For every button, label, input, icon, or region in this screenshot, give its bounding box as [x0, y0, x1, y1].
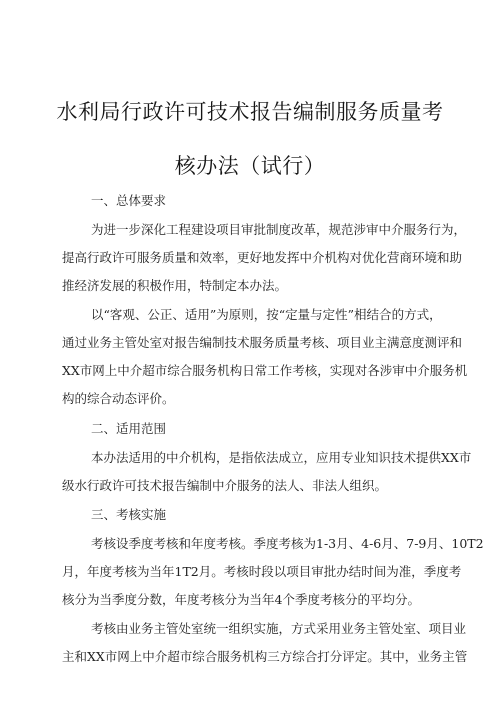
paragraph-line: 构的综合动态评价。	[62, 391, 175, 406]
document-title-line-2: 核办法（试行）	[174, 154, 326, 178]
paragraph-line: XX市网上中介超市综合服务机构日常工作考核，实现对各涉审中介服务机	[62, 363, 468, 378]
paragraph-line: 以“客观、公正、适用”为原则，按“定量与定性”相结合的方式，	[91, 307, 442, 322]
paragraph-line: 级水行政许可技术报告编制中介服务的法人、非法人组织。	[62, 478, 388, 493]
section-heading-3: 三、考核实施	[91, 507, 167, 522]
paragraph-line: 推经济发展的积极作用，特制定本办法。	[62, 278, 288, 293]
paragraph-line: 核分为当季度分数，年度考核分为当年4个季度考核分的平均分。	[62, 592, 420, 607]
paragraph-line: 提高行政许可服务质量和效率，更好地发挥中介机构对优化营商环境和助	[62, 250, 463, 265]
section-heading-2: 二、适用范围	[91, 421, 167, 436]
paragraph-line: 考核设季度考核和年度考核。季度考核为1-3月、4-6月、7-9月、10T2	[91, 536, 484, 551]
paragraph-line: 本办法适用的中介机构，是指依法成立，应用专业知识技术提供XX市	[91, 450, 472, 465]
paragraph-line: 主和XX市网上中介超市综合服务机构三方综合打分评定。其中，业务主管	[62, 649, 468, 664]
section-heading-1: 一、总体要求	[91, 193, 167, 208]
document-title-line-1: 水利局行政许可技术报告编制服务质量考	[56, 100, 444, 124]
paragraph-line: 为进一步深化工程建设项目审批制度改革，规范涉审中介服务行为，	[91, 222, 467, 237]
paragraph-line: 月，年度考核为当年1T2月。考核时段以项目审批办结时间为准，季度考	[62, 564, 462, 579]
paragraph-line: 通过业务主管处室对报告编制技术服务质量考核、项目业主满意度测评和	[62, 335, 463, 350]
paragraph-line: 考核由业务主管处室统一组织实施，方式采用业务主管处室、项目业	[91, 621, 467, 636]
